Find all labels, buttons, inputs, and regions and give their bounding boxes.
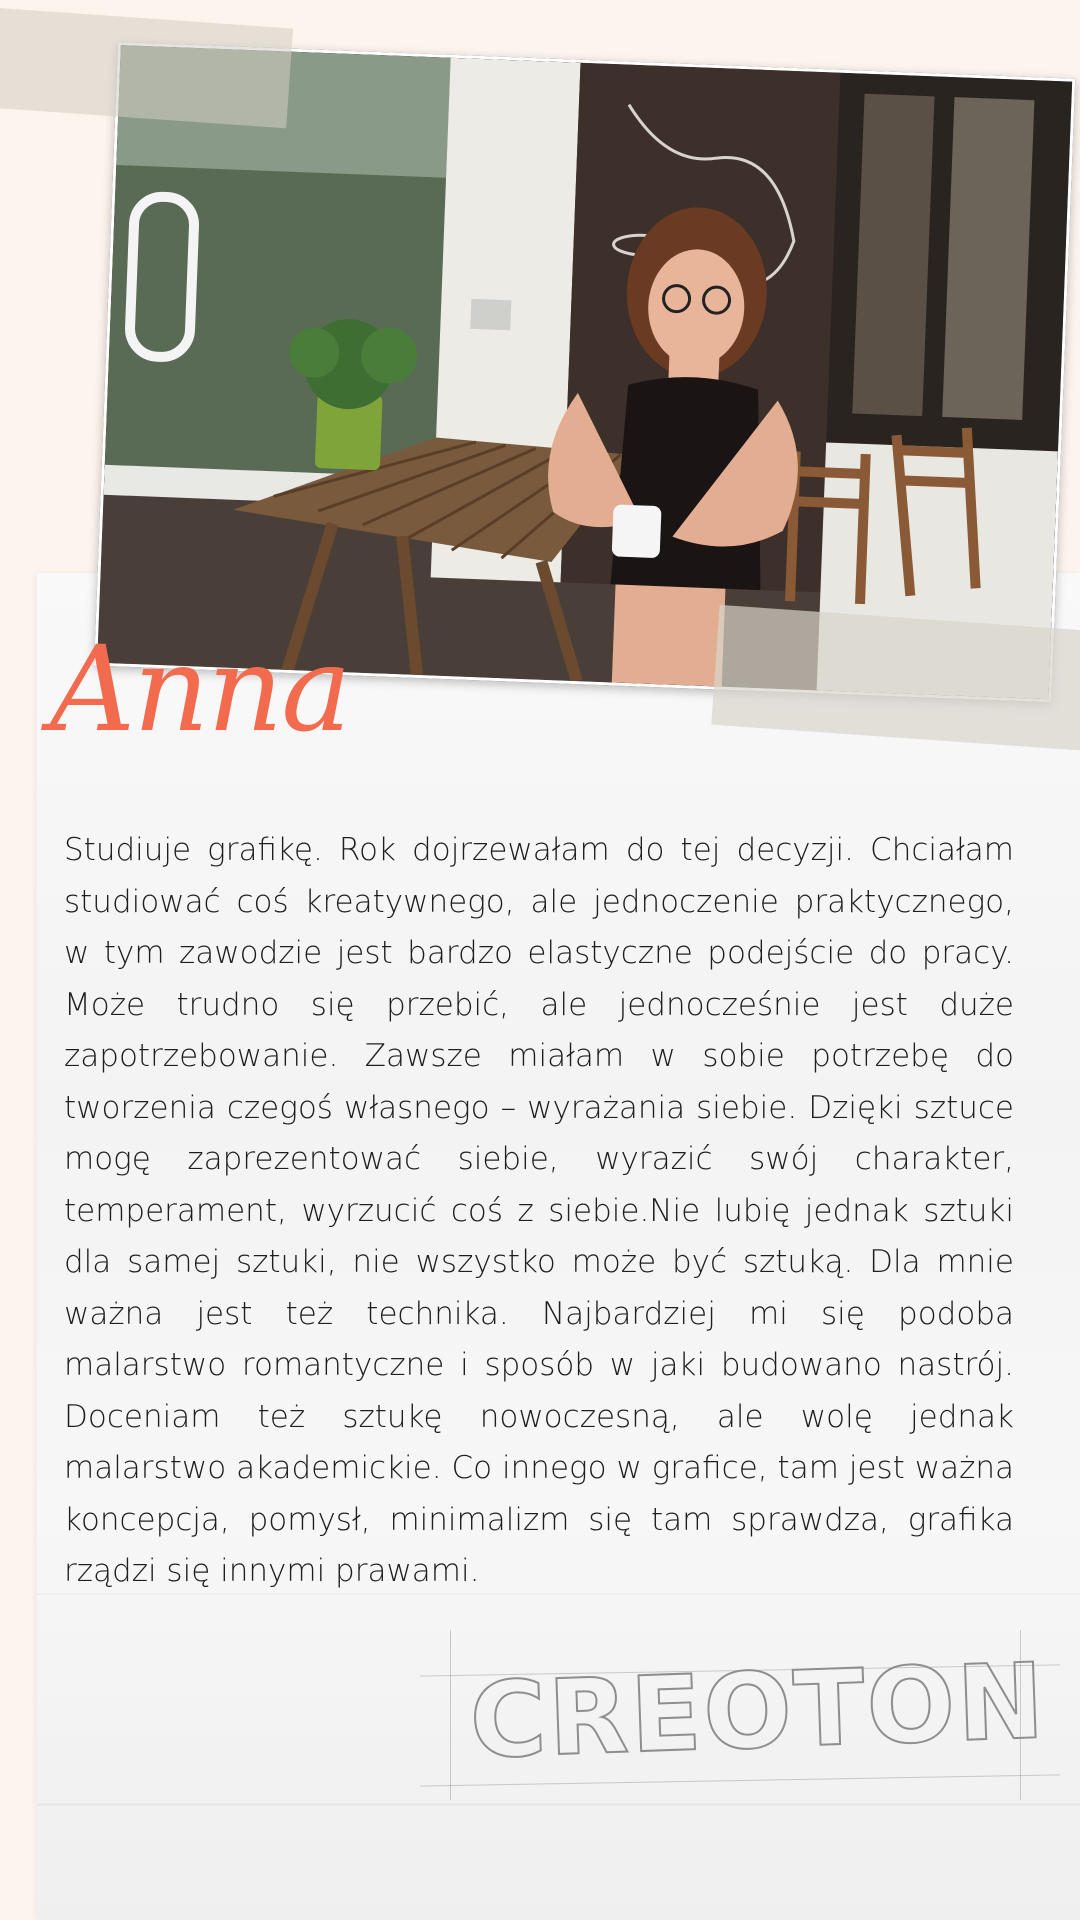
tape-strip-top [0, 8, 293, 129]
person-name: Anna [50, 620, 350, 758]
logo-text: CREOTON [467, 1639, 1049, 1782]
description-paragraph: Studiuje grafikę. Rok dojrzewałam do tej decyzji. Chciałam studiować coś kreatywnego, ale jednoczenie praktycznego, w tym zawodzie jest bardzo elastyczne podejście do pracy. Może trudno się przebić, ale jednocześnie jest duże zapotrzebowanie. Zawsze miałam w sobie potrzebę do tworzenia czegoś własnego – wyrażania siebie. Dzięki sztuce mogę zaprezentować siebie, wyrazić swój charakter, temperament, wyrzucić coś z siebie.Nie lubię jednak sztuki dla samej sztuki, nie wszystko może być sztuką. Dla mnie ważna jest też technika. Najbardziej mi się podoba malarstwo romantyczne i sposób w jaki budowano nastrój. Doceniam też sztukę nowoczesną, ale wolę jednak malarstwo akademickie. Co innego w grafice, tam jest ważna koncepcja, pomysł, minimalizm się tam sprawdza, grafika rządzi się innymi prawami. [64, 832, 1014, 1589]
portrait-photo [94, 42, 1075, 702]
sketch-guide-line [450, 1630, 451, 1800]
creoton-logo [420, 1630, 1060, 1800]
